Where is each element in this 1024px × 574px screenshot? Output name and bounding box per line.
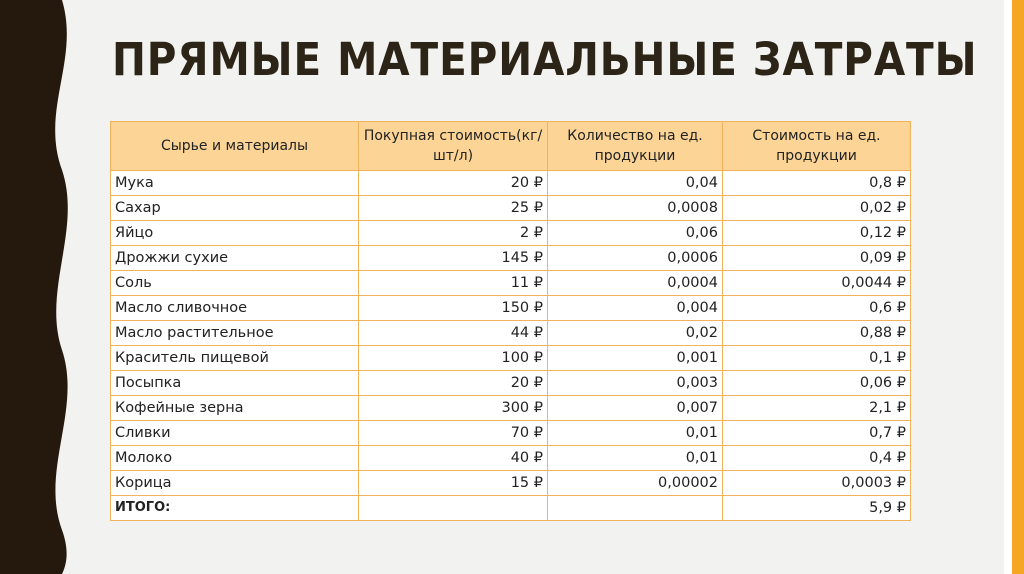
- table-row: [111, 396, 911, 421]
- material-name: Соль: [111, 271, 359, 296]
- right-white-panel: [1004, 0, 1012, 574]
- total-row: [111, 496, 911, 521]
- table-row: [111, 446, 911, 471]
- table-row: [111, 421, 911, 446]
- material-name: Масло растительное: [111, 321, 359, 346]
- purchase-price: 15 ₽: [359, 471, 548, 496]
- material-name: Краситель пищевой: [111, 346, 359, 371]
- table-row: [111, 371, 911, 396]
- purchase-price: 2 ₽: [359, 221, 548, 246]
- purchase-price: 70 ₽: [359, 421, 548, 446]
- quantity-per-unit: 0,01: [548, 446, 723, 471]
- quantity-per-unit: 0,0004: [548, 271, 723, 296]
- cost-per-unit: 0,06 ₽: [723, 371, 911, 396]
- material-name: Мука: [111, 171, 359, 196]
- material-name: Масло сливочное: [111, 296, 359, 321]
- quantity-per-unit: 0,004: [548, 296, 723, 321]
- quantity-per-unit: 0,0006: [548, 246, 723, 271]
- total-label: ИТОГО:: [111, 496, 359, 521]
- cost-per-unit: 0,02 ₽: [723, 196, 911, 221]
- quantity-per-unit: 0,0008: [548, 196, 723, 221]
- table-row: [111, 271, 911, 296]
- decorative-wavy-band: [0, 0, 90, 574]
- purchase-price: 44 ₽: [359, 321, 548, 346]
- purchase-price: 11 ₽: [359, 271, 548, 296]
- table-row: [111, 246, 911, 271]
- quantity-per-unit: 0,001: [548, 346, 723, 371]
- table-header-row: [111, 122, 911, 171]
- quantity-per-unit: 0,06: [548, 221, 723, 246]
- cost-per-unit: 0,7 ₽: [723, 421, 911, 446]
- quantity-per-unit: 0,02: [548, 321, 723, 346]
- table-row: [111, 221, 911, 246]
- accent-stripe: [1012, 0, 1024, 574]
- purchase-price: 150 ₽: [359, 296, 548, 321]
- material-name: Корица: [111, 471, 359, 496]
- header-purchase-price: Покупная стоимость(кг/шт/л): [359, 122, 548, 171]
- purchase-price: 25 ₽: [359, 196, 548, 221]
- cost-per-unit: 0,0044 ₽: [723, 271, 911, 296]
- header-cost-per-unit: Стоимость на ед. продукции: [723, 122, 911, 171]
- cost-per-unit: 0,4 ₽: [723, 446, 911, 471]
- cost-per-unit: 0,0003 ₽: [723, 471, 911, 496]
- material-name: Яйцо: [111, 221, 359, 246]
- material-name: Молоко: [111, 446, 359, 471]
- purchase-price: 20 ₽: [359, 171, 548, 196]
- purchase-price: 100 ₽: [359, 346, 548, 371]
- empty-cell: [359, 496, 548, 521]
- header-quantity-per-unit: Количество на ед. продукции: [548, 122, 723, 171]
- material-name: Сахар: [111, 196, 359, 221]
- cost-per-unit: 0,88 ₽: [723, 321, 911, 346]
- materials-cost-table: [110, 121, 911, 521]
- cost-per-unit: 0,6 ₽: [723, 296, 911, 321]
- quantity-per-unit: 0,00002: [548, 471, 723, 496]
- material-name: Сливки: [111, 421, 359, 446]
- table-row: [111, 171, 911, 196]
- cost-per-unit: 0,1 ₽: [723, 346, 911, 371]
- purchase-price: 145 ₽: [359, 246, 548, 271]
- material-name: Кофейные зерна: [111, 396, 359, 421]
- cost-per-unit: 0,8 ₽: [723, 171, 911, 196]
- table-row: [111, 346, 911, 371]
- cost-per-unit: 0,12 ₽: [723, 221, 911, 246]
- purchase-price: 300 ₽: [359, 396, 548, 421]
- cost-per-unit: 0,09 ₽: [723, 246, 911, 271]
- quantity-per-unit: 0,01: [548, 421, 723, 446]
- purchase-price: 20 ₽: [359, 371, 548, 396]
- material-name: Посыпка: [111, 371, 359, 396]
- quantity-per-unit: 0,003: [548, 371, 723, 396]
- cost-per-unit: 2,1 ₽: [723, 396, 911, 421]
- table-row: [111, 196, 911, 221]
- table-row: [111, 296, 911, 321]
- empty-cell: [548, 496, 723, 521]
- quantity-per-unit: 0,007: [548, 396, 723, 421]
- quantity-per-unit: 0,04: [548, 171, 723, 196]
- header-materials: Сырье и материалы: [111, 122, 359, 171]
- purchase-price: 40 ₽: [359, 446, 548, 471]
- slide-title: ПРЯМЫЕ МАТЕРИАЛЬНЫЕ ЗАТРАТЫ: [112, 33, 978, 86]
- table-row: [111, 321, 911, 346]
- material-name: Дрожжи сухие: [111, 246, 359, 271]
- table-row: [111, 471, 911, 496]
- total-cost: 5,9 ₽: [723, 496, 911, 521]
